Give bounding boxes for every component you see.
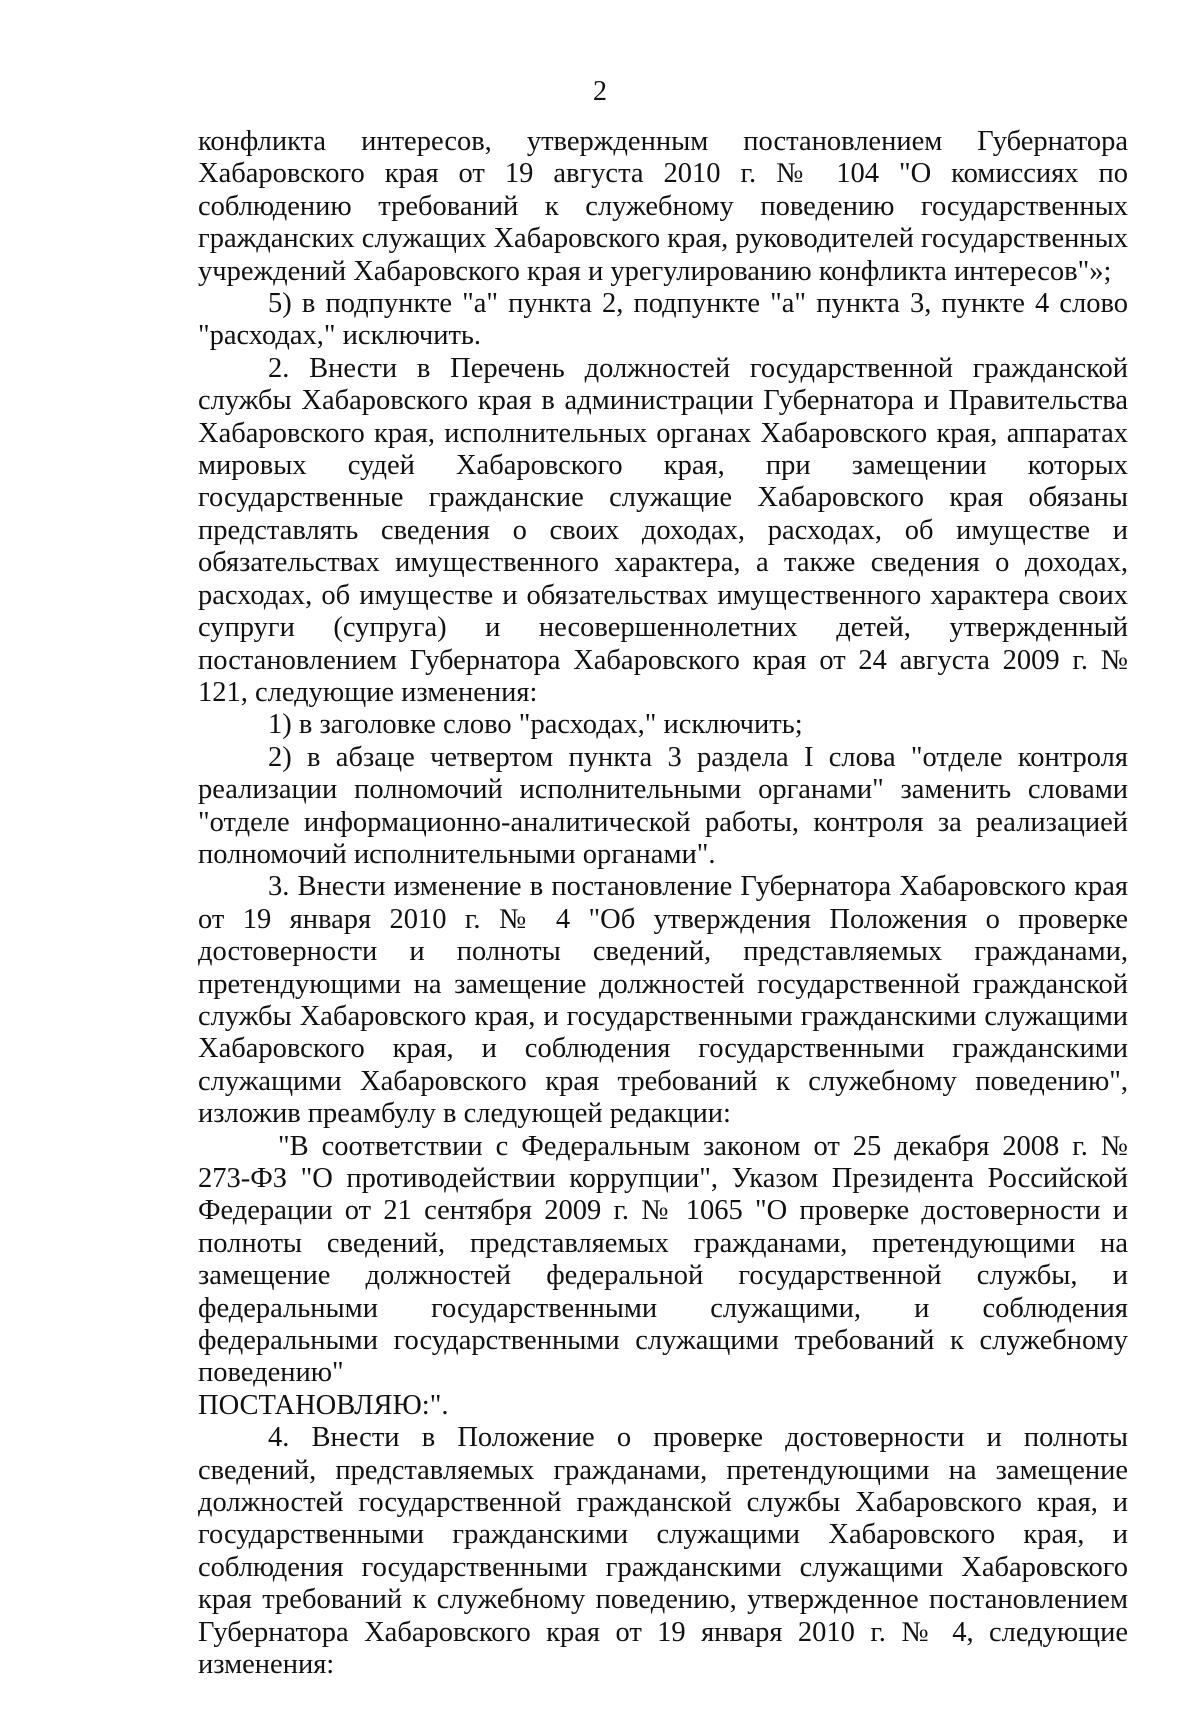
paragraph-item-1: 1) в заголовке слово "расходах," исключить; [268,709,803,741]
paragraph-postanovlyayu: ПОСТАНОВЛЯЮ:". [198,1389,449,1421]
paragraph-item-5: 5) в подпункте "а" пункта 2, подпункте "а" пункта 3, пункте 4 слово "расходах," исключить. [198,288,1128,352]
paragraph-section-2: 2. Внести в Перечень должностей государственной гражданской службы Хабаровского края в администрации Губернатора и Правительства Хабаровского края, исполнительных органах Хабаровского края, аппаратах мировых судей Хабаровского края, при замещении которых государственные гражданские служащие Хабаровского края обязаны представлять сведения о своих доходах, расходах, об имуществе и обязательствах имущественного характера, а также сведения о доходах, расходах, об имуществе и обязательствах имущественного характера своих супруги (супруга) и несовершеннолетних детей, утвержденный постановлением Губернатора Хабаровского края от 24 августа 2009 г. № 121, следующие изменения: [198,352,1128,708]
paragraph-continuation: конфликта интересов, утвержденным постановлением Губернатора Хабаровского края от 19 августа 2010 г. № 104 "О комиссиях по соблюдению требований к служебному поведению государственных гражданских служащих Хабаровского края, руководителей государственных учреждений Хабаровского края и урегулированию конфликта интересов"»; [198,126,1128,287]
paragraph-item-2: 2) в абзаце четвертом пункта 3 раздела I слова "отделе контроля реализации полномочий исполнительными органами" заменить словами "отделе информационно-аналитической работы, контроля за реализацией полномочий исполнительными органами". [198,741,1128,870]
document-body [198,126,1128,1682]
paragraph-preamble-quote: "В соответствии с Федеральным законом от 25 декабря 2008 г. № 273-ФЗ "О противодействии коррупции", Указом Президента Российской Федерации от 21 сентября 2009 г. № 1065 "О проверке достоверности и полноты сведений, представляемых гражданами, претендующими на замещение должностей федеральной государственной службы, и федеральными государственными служащими, и соблюдения федеральными государственными служащими требований к служебному поведению" [198,1130,1128,1389]
paragraph-section-3: 3. Внести изменение в постановление Губернатора Хабаровского края от 19 января 2010 г. № 4 "Об утверждения Положения о проверке достоверности и полноты сведений, представляемых гражданами, претендующими на замещение должностей государственной гражданской службы Хабаровского края, и государственными гражданскими служащими Хабаровского края, и соблюдения государственными гражданскими служащими Хабаровского края требований к служебному поведению", изложив преамбулу в следующей редакции: [198,871,1128,1130]
page-number: 2 [593,76,607,107]
paragraph-section-4: 4. Внести в Положение о проверке достоверности и полноты сведений, представляемых гражданами, претендующими на замещение должностей государственной гражданской службы Хабаровского края, и государственными гражданскими служащими Хабаровского края, и соблюдения государственными гражданскими служащими Хабаровского края требований к служебному поведению, утвержденное постановлением Губернатора Хабаровского края от 19 января 2010 г. № 4, следующие изменения: [198,1422,1128,1681]
